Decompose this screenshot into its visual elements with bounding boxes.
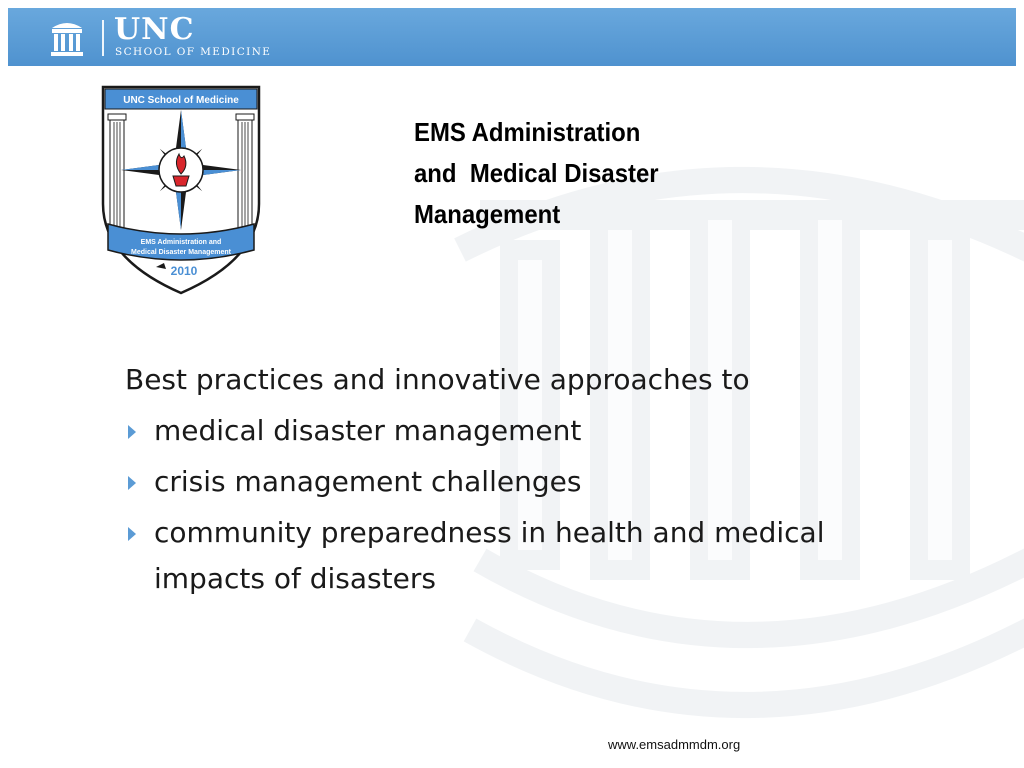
bullet-item: [125, 459, 845, 505]
bullet-item: [125, 510, 845, 602]
badge-header-text: UNC School of Medicine: [123, 95, 239, 106]
ems-badge-logo: [100, 84, 262, 296]
header-banner: [8, 8, 1016, 66]
bullet-item: [125, 408, 845, 454]
bullet-list: [125, 408, 845, 607]
title-line: and Medical Disaster: [414, 158, 659, 188]
badge-ribbon-line2: Medical Disaster Management: [131, 249, 231, 256]
bullet-text: crisis management challenges: [154, 465, 582, 498]
banner-unc-wordmark: UNC: [114, 12, 195, 47]
badge-year: 2010: [170, 264, 198, 278]
badge-ribbon-line1: EMS Administration and: [140, 239, 222, 246]
banner-divider: [102, 20, 104, 56]
bullet-arrow-icon: [128, 476, 136, 490]
bullet-arrow-icon: [128, 425, 136, 439]
old-well-logo-icon: [50, 18, 84, 58]
footer-url: www.emsadmmdm.org: [608, 737, 741, 752]
bullet-text: medical disaster management: [154, 414, 582, 447]
bullet-text: community preparedness in health and medical impacts of disasters: [154, 516, 825, 595]
banner-school-name: SCHOOL OF MEDICINE: [115, 46, 272, 58]
bullet-arrow-icon: [128, 527, 136, 541]
slide-title: [414, 112, 800, 235]
lead-text: Best practices and innovative approaches to: [125, 363, 750, 396]
title-line: EMS Administration: [414, 117, 641, 147]
title-line: Management: [414, 199, 561, 229]
